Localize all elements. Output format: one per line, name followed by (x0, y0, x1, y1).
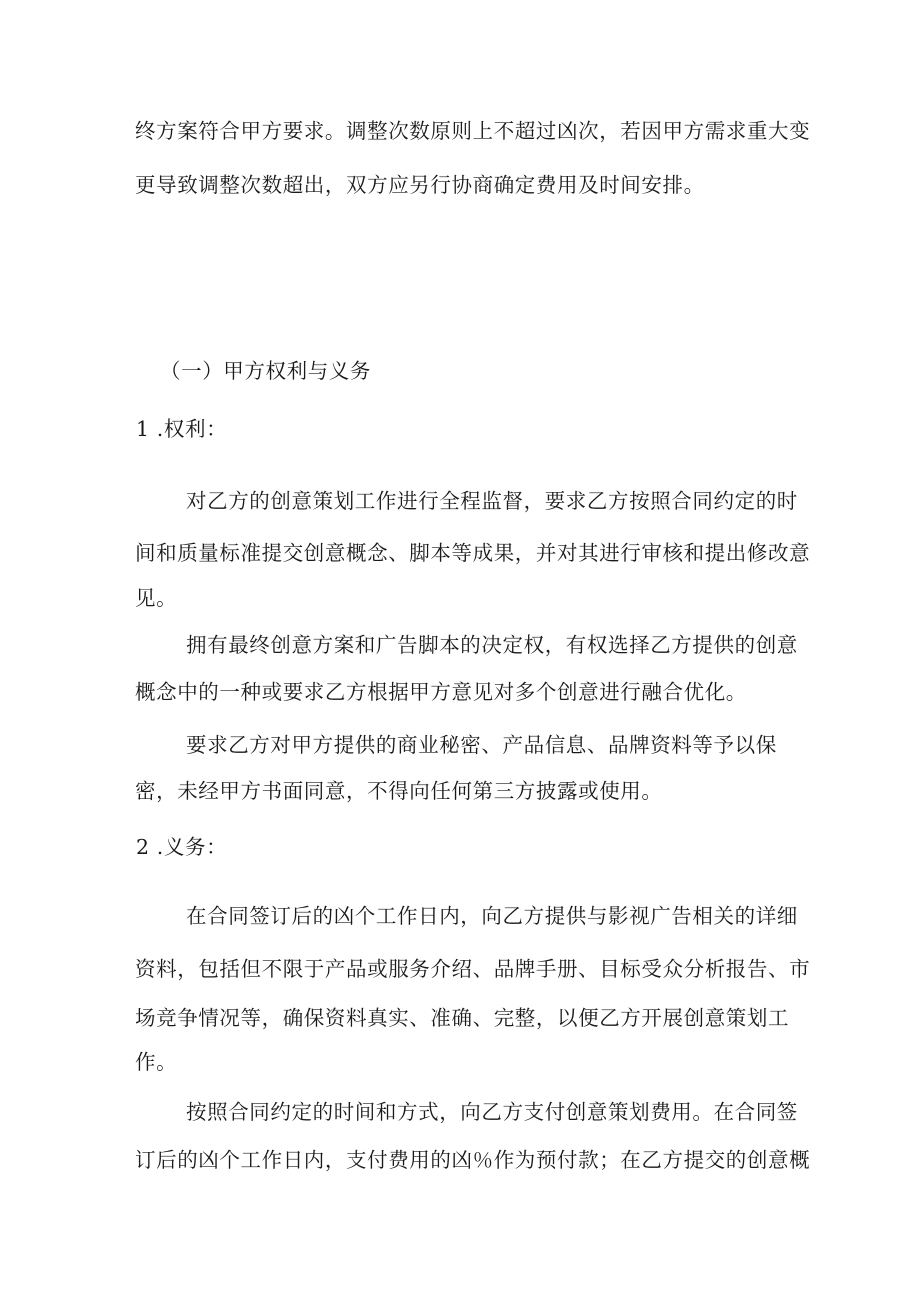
intro-line-2: 更导致调整次数超出，双方应另行协商确定费用及时间安排。 (135, 173, 705, 197)
obligations-title: 2 .义务： (136, 835, 228, 859)
rights-p2-line-2: 概念中的一种或要求乙方根据甲方意见对多个创意进行融合优化。 (135, 680, 747, 704)
rights-p2-line-1: 拥有最终创意方案和广告脚本的决定权，有权选择乙方提供的创意 (186, 633, 798, 657)
obligations-p2-line-2: 订后的凶个工作日内，支付费用的凶％作为预付款；在乙方提交的创意概 (135, 1148, 811, 1172)
rights-p1-line-1: 对乙方的创意策划工作进行全程监督，要求乙方按照合同约定的时 (186, 489, 798, 513)
rights-p1-line-2: 间和质量标准提交创意概念、脚本等成果，并对其进行审核和提出修改意 (135, 541, 811, 565)
obligations-p2-line-1: 按照合同约定的时间和方式，向乙方支付创意策划费用。在合同签 (186, 1100, 798, 1124)
section-heading: （一）甲方权利与义务 (160, 359, 371, 383)
rights-p3-line-1: 要求乙方对甲方提供的商业秘密、产品信息、品牌资料等予以保 (186, 733, 777, 757)
obligations-p1-line-3: 场竞争情况等，确保资料真实、准确、完整，以便乙方开展创意策划工 (135, 1006, 790, 1030)
intro-line-1: 终方案符合甲方要求。调整次数原则上不超过凶次，若因甲方需求重大变 (135, 119, 811, 143)
rights-title: 1 .权利： (136, 417, 228, 441)
obligations-p1-line-4: 作。 (135, 1050, 178, 1074)
rights-p1-line-3: 见。 (135, 586, 178, 610)
obligations-p1-line-1: 在合同签订后的凶个工作日内，向乙方提供与影视广告相关的详细 (186, 904, 798, 928)
obligations-p1-line-2: 资料，包括但不限于产品或服务介绍、品牌手册、目标受众分析报告、市 (135, 957, 811, 981)
rights-p3-line-2: 密，未经甲方书面同意，不得向任何第三方披露或使用。 (135, 779, 663, 803)
